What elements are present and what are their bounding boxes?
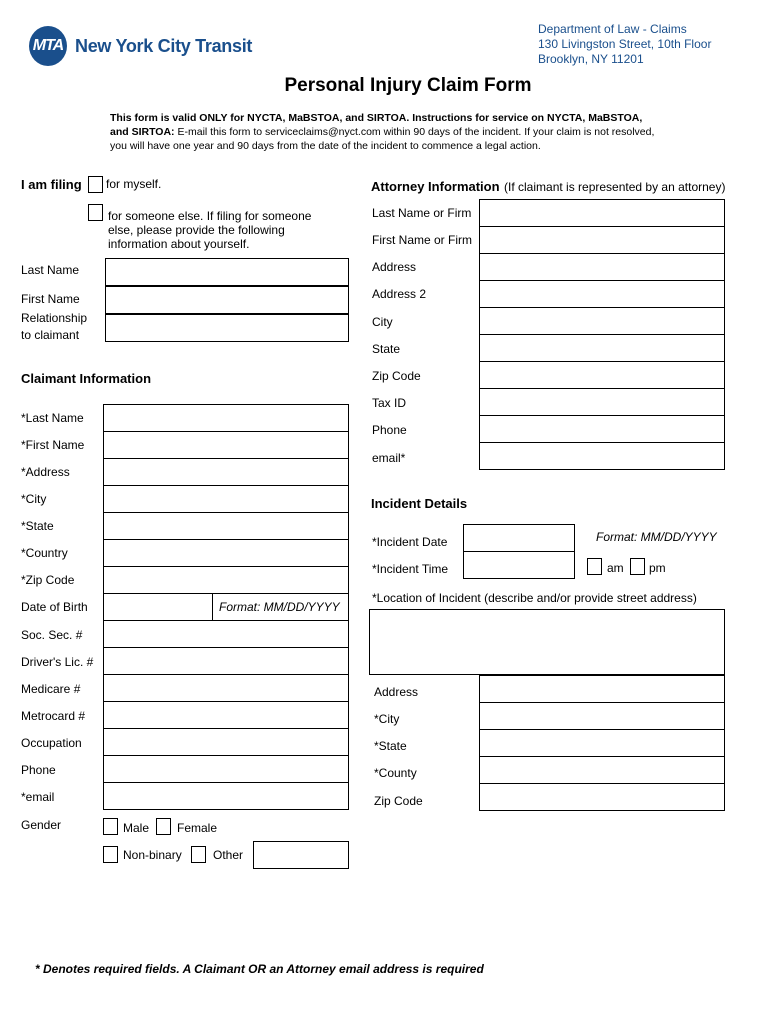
incident-date-input[interactable] bbox=[463, 524, 575, 552]
attorney-address-input[interactable] bbox=[479, 253, 725, 281]
claimant-first-name-input[interactable] bbox=[103, 431, 349, 459]
intro-line-2-rest: E-mail this form to serviceclaims@nyct.com within 90 days of the incident. If your claim is not resolved, bbox=[174, 126, 655, 138]
attorney-phone-label: Phone bbox=[372, 423, 407, 437]
incident-location-label: *Location of Incident (describe and/or provide street address) bbox=[372, 591, 697, 605]
attorney-phone-input[interactable] bbox=[479, 415, 725, 443]
incident-pm-label: pm bbox=[649, 561, 666, 575]
filing-myself-label: for myself. bbox=[106, 177, 162, 191]
incident-date-format: Format: MM/DD/YYYY bbox=[596, 530, 717, 544]
claimant-email-label: *email bbox=[21, 790, 55, 804]
filer-relationship-input[interactable] bbox=[105, 314, 349, 342]
incident-am-label: am bbox=[607, 561, 624, 575]
intro-line-2-bold: and SIRTOA: bbox=[110, 126, 175, 138]
incident-city-label: *City bbox=[374, 712, 400, 726]
filing-myself-checkbox[interactable] bbox=[88, 176, 103, 193]
filer-last-name-label: Last Name bbox=[21, 263, 80, 277]
required-fields-note: * Denotes required fields. A Claimant OR an Attorney email address is required bbox=[35, 962, 484, 976]
claimant-city-input[interactable] bbox=[103, 485, 349, 513]
gender-nonbinary-checkbox[interactable] bbox=[103, 846, 118, 863]
incident-state-input[interactable] bbox=[479, 729, 725, 757]
incident-state-label: *State bbox=[374, 739, 407, 753]
attorney-zip-label: Zip Code bbox=[372, 369, 421, 383]
claimant-occupation-input[interactable] bbox=[103, 728, 349, 756]
gender-male-label: Male bbox=[123, 821, 150, 835]
attorney-last-name-label: Last Name or Firm bbox=[372, 206, 472, 220]
claimant-country-input[interactable] bbox=[103, 539, 349, 567]
claimant-drivers-input[interactable] bbox=[103, 647, 349, 675]
attorney-state-input[interactable] bbox=[479, 334, 725, 362]
claimant-heading: Claimant Information bbox=[21, 371, 152, 386]
claimant-occupation-label: Occupation bbox=[21, 736, 82, 750]
attorney-email-input[interactable] bbox=[479, 442, 725, 470]
page-title: Personal Injury Claim Form bbox=[284, 75, 532, 96]
claimant-phone-input[interactable] bbox=[103, 755, 349, 783]
claimant-first-name-label: *First Name bbox=[21, 438, 85, 452]
dept-line-3: Brooklyn, NY 11201 bbox=[538, 52, 644, 66]
intro-line-3: you will have one year and 90 days from the date of the incident to commence a legal action. bbox=[110, 140, 541, 152]
attorney-heading-row bbox=[371, 178, 725, 196]
claimant-medicare-label: Medicare # bbox=[21, 682, 81, 696]
claimant-phone-label: Phone bbox=[21, 763, 56, 777]
claimant-ssn-input[interactable] bbox=[103, 620, 349, 648]
attorney-first-name-label: First Name or Firm bbox=[372, 233, 472, 247]
attorney-state-label: State bbox=[372, 342, 401, 356]
incident-time-input[interactable] bbox=[463, 551, 575, 579]
claimant-zip-label: *Zip Code bbox=[21, 573, 75, 587]
gender-label: Gender bbox=[21, 818, 62, 832]
incident-address-label: Address bbox=[374, 685, 419, 699]
claimant-last-name-input[interactable] bbox=[103, 404, 349, 432]
filing-label: I am filing bbox=[21, 177, 82, 192]
gender-female-label: Female bbox=[177, 821, 218, 835]
attorney-city-label: City bbox=[372, 315, 393, 329]
claimant-last-name-label: *Last Name bbox=[21, 411, 84, 425]
claimant-drivers-label: Driver's Lic. # bbox=[21, 655, 94, 669]
dept-line-1: Department of Law - Claims bbox=[538, 22, 687, 36]
claimant-dob-format: Format: MM/DD/YYYY bbox=[219, 600, 340, 614]
gender-nonbinary-label: Non-binary bbox=[123, 848, 182, 862]
attorney-first-name-input[interactable] bbox=[479, 226, 725, 254]
claimant-ssn-label: Soc. Sec. # bbox=[21, 628, 83, 642]
attorney-last-name-input[interactable] bbox=[479, 199, 725, 227]
incident-am-checkbox[interactable] bbox=[587, 558, 602, 575]
gender-female-checkbox[interactable] bbox=[156, 818, 171, 835]
mta-logo-text: MTA bbox=[32, 37, 64, 54]
incident-heading: Incident Details bbox=[371, 496, 468, 511]
attorney-tax-id-label: Tax ID bbox=[372, 396, 407, 410]
incident-pm-checkbox[interactable] bbox=[630, 558, 645, 575]
attorney-heading-note: (If claimant is represented by an attorney) bbox=[504, 180, 726, 194]
filer-first-name-input[interactable] bbox=[105, 286, 349, 314]
intro-line-2 bbox=[110, 126, 654, 138]
attorney-city-input[interactable] bbox=[479, 307, 725, 335]
brand-name: New York City Transit bbox=[75, 36, 253, 56]
claimant-city-label: *City bbox=[21, 492, 47, 506]
claimant-email-input[interactable] bbox=[103, 782, 349, 810]
intro-line-1: This form is valid ONLY for NYCTA, MaBSTOA, and SIRTOA. Instructions for service on NYCTA, MaBSTOA, bbox=[110, 112, 643, 124]
filer-relationship-label-1: Relationship bbox=[21, 311, 88, 325]
claimant-medicare-input[interactable] bbox=[103, 674, 349, 702]
attorney-email-label: email* bbox=[372, 451, 406, 465]
attorney-heading: Attorney Information bbox=[371, 179, 500, 194]
attorney-address-label: Address bbox=[372, 260, 417, 274]
attorney-zip-input[interactable] bbox=[479, 361, 725, 389]
claimant-state-input[interactable] bbox=[103, 512, 349, 540]
gender-other-label: Other bbox=[213, 848, 244, 862]
claimant-address-label: *Address bbox=[21, 465, 70, 479]
filing-someone-else-checkbox[interactable] bbox=[88, 204, 103, 221]
attorney-address2-input[interactable] bbox=[479, 280, 725, 308]
attorney-address2-label: Address 2 bbox=[372, 287, 427, 301]
gender-other-checkbox[interactable] bbox=[191, 846, 206, 863]
incident-date-label: *Incident Date bbox=[372, 535, 448, 549]
incident-time-label: *Incident Time bbox=[372, 562, 449, 576]
claimant-state-label: *State bbox=[21, 519, 54, 533]
filer-relationship-label-2: to claimant bbox=[21, 328, 80, 342]
incident-location-input[interactable] bbox=[369, 609, 725, 675]
filer-first-name-label: First Name bbox=[21, 292, 80, 306]
gender-male-checkbox[interactable] bbox=[103, 818, 118, 835]
incident-zip-input[interactable] bbox=[479, 783, 725, 811]
claimant-metrocard-input[interactable] bbox=[103, 701, 349, 729]
claimant-metrocard-label: Metrocard # bbox=[21, 709, 86, 723]
filing-someone-else-line1: for someone else. If filing for someone bbox=[108, 209, 312, 223]
attorney-tax-id-input[interactable] bbox=[479, 388, 725, 416]
claimant-dob-label: Date of Birth bbox=[21, 600, 88, 614]
claimant-dob-input[interactable] bbox=[103, 593, 213, 621]
filer-last-name-input[interactable] bbox=[105, 258, 349, 286]
filing-someone-else-line2: else, please provide the following bbox=[108, 223, 285, 237]
claimant-address-input[interactable] bbox=[103, 458, 349, 486]
gender-other-input[interactable] bbox=[253, 841, 349, 869]
claimant-country-label: *Country bbox=[21, 546, 68, 560]
claimant-zip-input[interactable] bbox=[103, 566, 349, 594]
filing-someone-else-line3: information about yourself. bbox=[108, 237, 250, 251]
incident-address-input[interactable] bbox=[479, 675, 725, 703]
incident-zip-label: Zip Code bbox=[374, 794, 423, 808]
incident-county-input[interactable] bbox=[479, 756, 725, 784]
dept-line-2: 130 Livingston Street, 10th Floor bbox=[538, 37, 712, 51]
incident-county-label: *County bbox=[374, 766, 417, 780]
incident-city-input[interactable] bbox=[479, 702, 725, 730]
